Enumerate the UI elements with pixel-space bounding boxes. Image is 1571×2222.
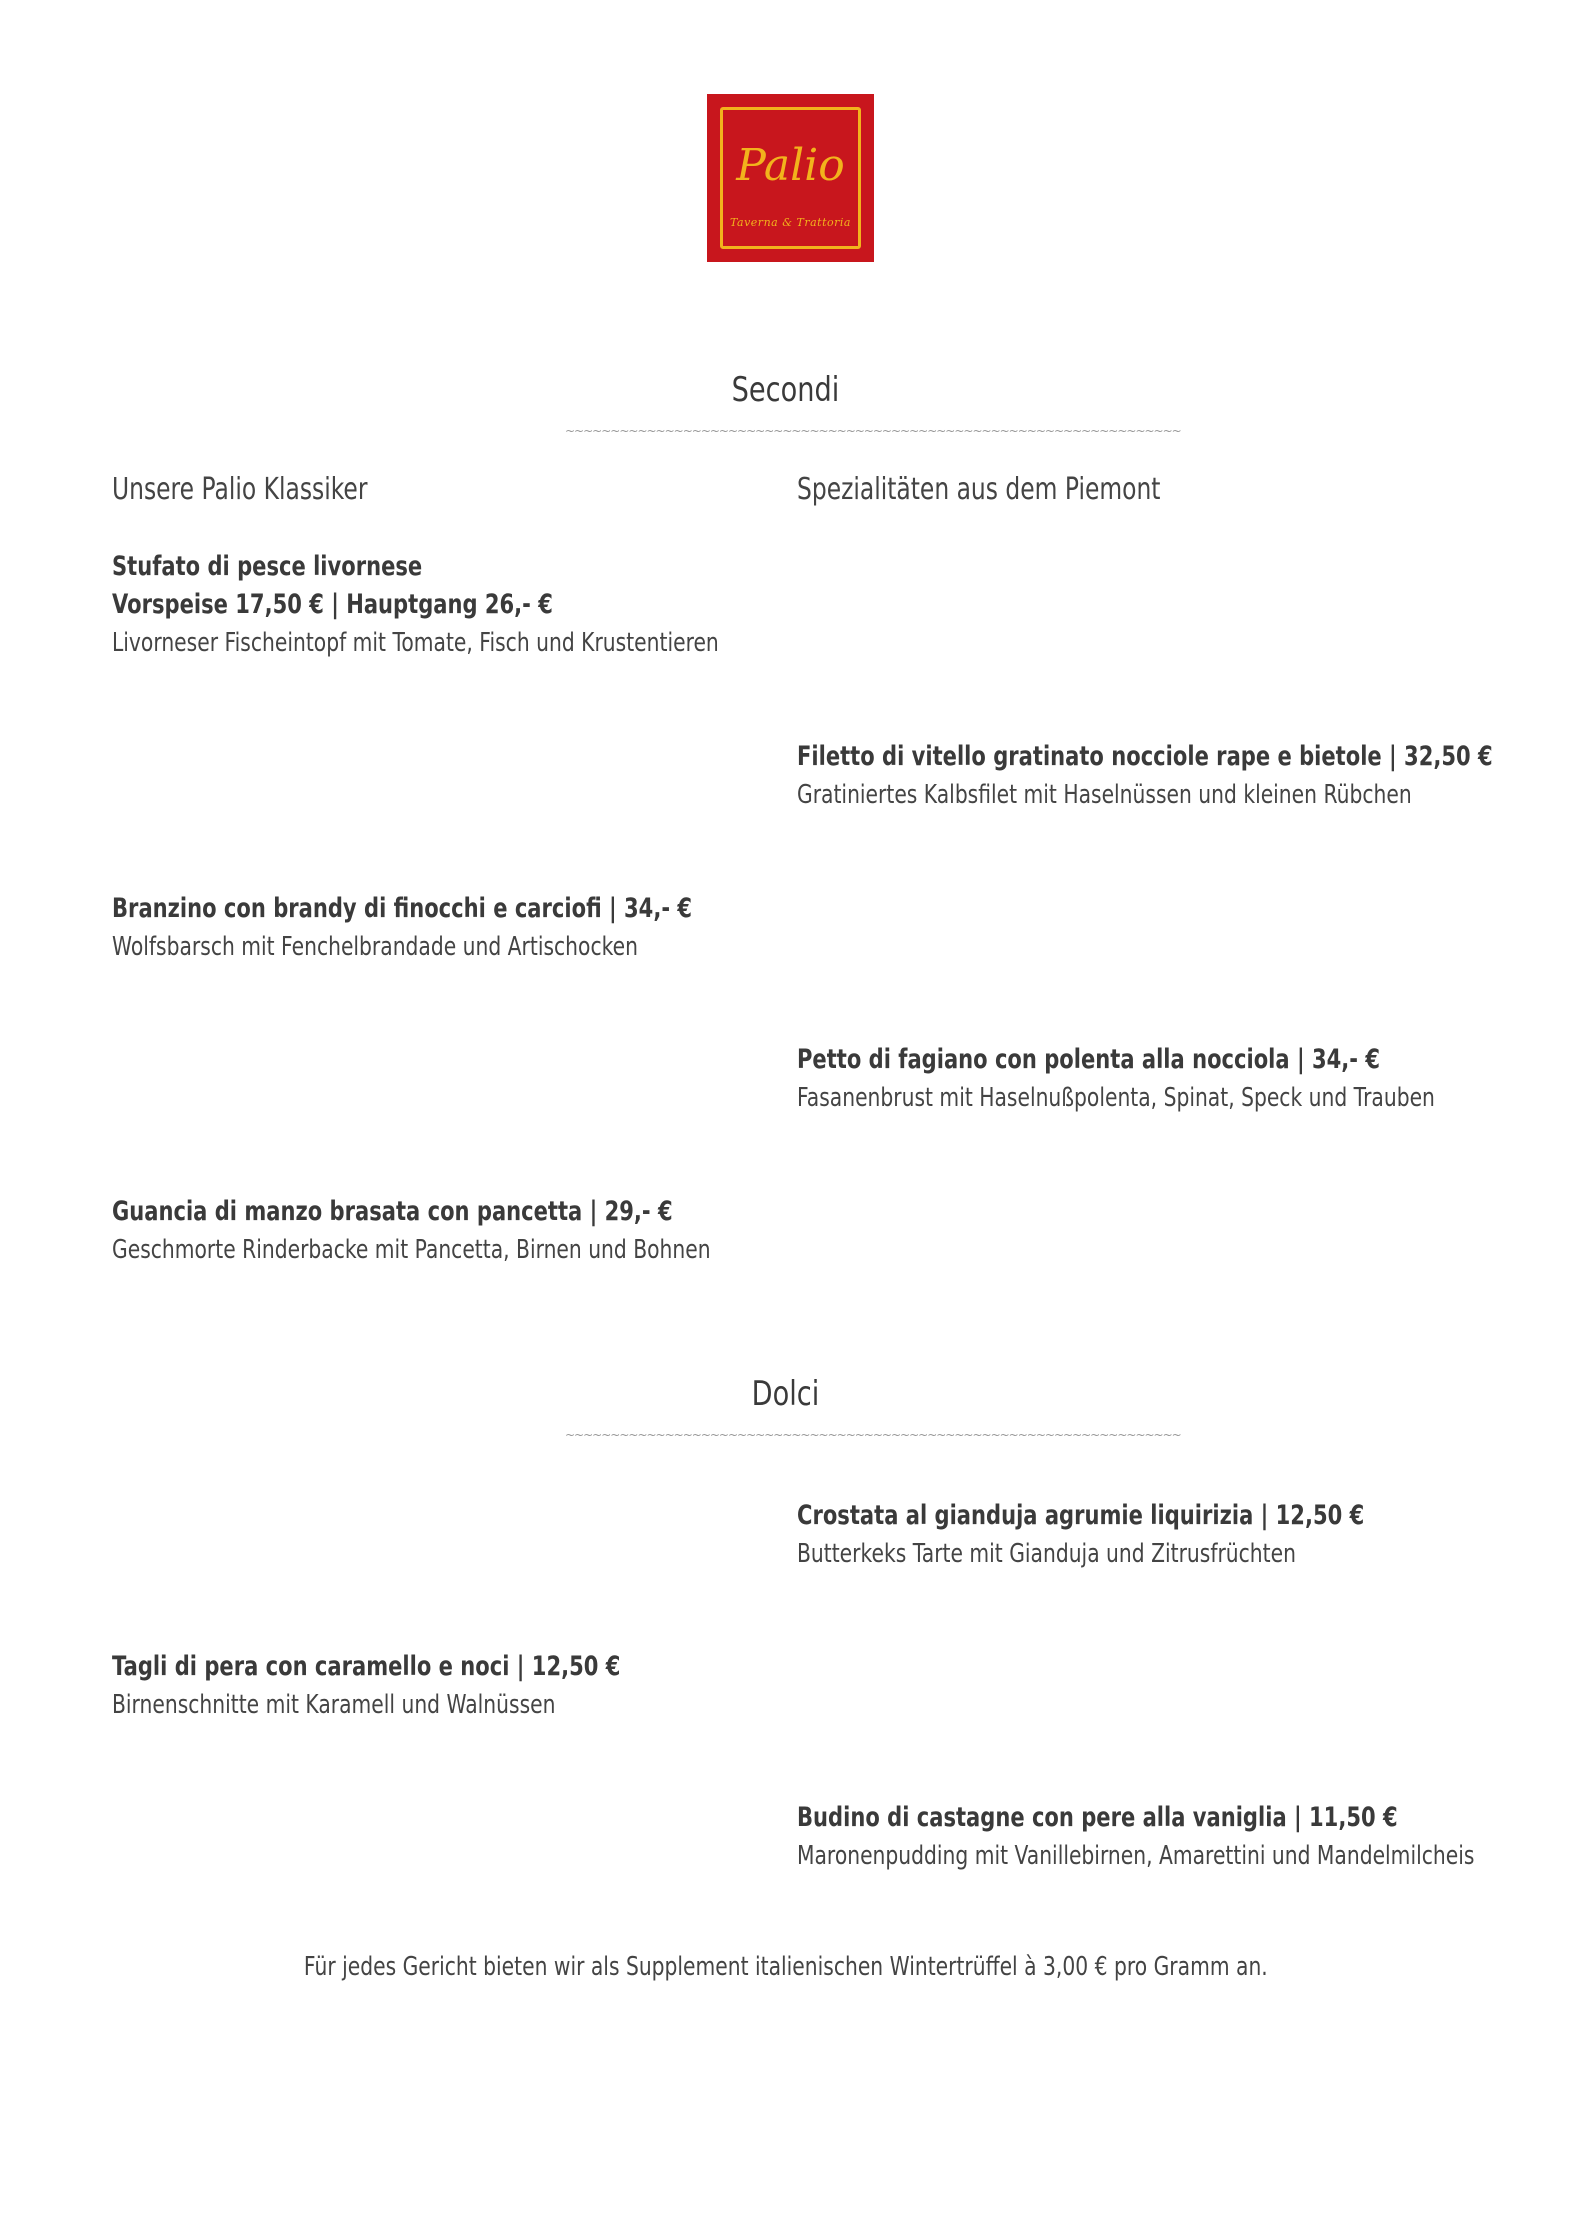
column-heading-klassiker: Unsere Palio Klassiker xyxy=(112,472,368,507)
dish-name: Guancia di manzo brasata con pancetta | 29,- € xyxy=(112,1196,673,1227)
dish-description: Gratiniertes Kalbsfilet mit Haselnüssen und kleinen Rübchen xyxy=(797,780,1412,810)
column-heading-piemont: Spezialitäten aus dem Piemont xyxy=(797,472,1161,507)
dish-description: Fasanenbrust mit Haselnußpolenta, Spinat, Speck und Trauben xyxy=(797,1083,1435,1113)
logo-name: Palio xyxy=(736,140,845,191)
menu-item xyxy=(797,1497,1364,1573)
dish-description: Birnenschnitte mit Karamell und Walnüssen xyxy=(112,1690,556,1720)
section-title-secondi: Secondi xyxy=(731,370,840,410)
menu-item xyxy=(112,548,719,662)
dish-price: Vorspeise 17,50 € | Hauptgang 26,- € xyxy=(112,589,553,620)
logo-subtitle: Taverna & Trattoria xyxy=(730,216,851,229)
menu-item xyxy=(112,1648,620,1724)
dish-description: Livorneser Fischeintopf mit Tomate, Fisch und Krustentieren xyxy=(112,628,719,658)
dish-description: Geschmorte Rinderbacke mit Pancetta, Birnen und Bohnen xyxy=(112,1235,711,1265)
menu-item xyxy=(797,1799,1474,1875)
dish-description: Maronenpudding mit Vanillebirnen, Amarettini und Mandelmilcheis xyxy=(797,1841,1475,1871)
dish-name: Petto di fagiano con polenta alla nocciola | 34,- € xyxy=(797,1044,1381,1075)
section-divider: ~~~~~~~~~~~~~~~~~~~~~~~~~~~~~~~~~~~~~~~~~~~~~~~~~~~~~~~~~~~~~~~~~~~~ xyxy=(565,424,1181,438)
section-divider: ~~~~~~~~~~~~~~~~~~~~~~~~~~~~~~~~~~~~~~~~~~~~~~~~~~~~~~~~~~~~~~~~~~~~ xyxy=(565,1428,1181,1442)
menu-item xyxy=(112,1193,711,1269)
palio-logo xyxy=(707,94,874,262)
truffle-supplement-note xyxy=(0,1952,1571,1982)
section-title-dolci: Dolci xyxy=(751,1374,820,1414)
dish-description: Butterkeks Tarte mit Gianduja und Zitrusfrüchten xyxy=(797,1539,1296,1569)
dish-name: Branzino con brandy di finocchi e carciofi | 34,- € xyxy=(112,893,693,924)
dish-name: Stufato di pesce livornese xyxy=(112,551,423,582)
menu-item xyxy=(797,1041,1435,1117)
menu-item xyxy=(112,890,692,966)
truffle-supplement-text: Für jedes Gericht bieten wir als Supplement italienischen Wintertrüffel à 3,00 € pro Gramm an. xyxy=(303,1952,1268,1982)
dish-name: Crostata al gianduja agrumie liquirizia | 12,50 € xyxy=(797,1500,1365,1531)
dish-description: Wolfsbarsch mit Fenchelbrandade und Artischocken xyxy=(112,932,638,962)
dish-name: Budino di castagne con pere alla vaniglia | 11,50 € xyxy=(797,1802,1398,1833)
menu-item xyxy=(797,738,1493,814)
dish-name: Filetto di vitello gratinato nocciole rape e bietole | 32,50 € xyxy=(797,741,1493,772)
dish-name: Tagli di pera con caramello e noci | 12,50 € xyxy=(112,1651,621,1682)
